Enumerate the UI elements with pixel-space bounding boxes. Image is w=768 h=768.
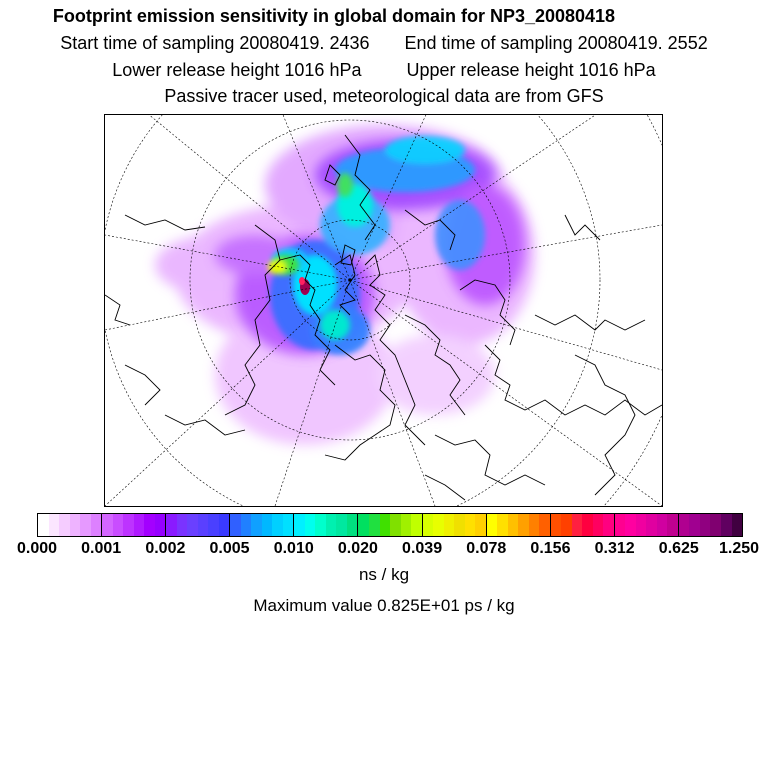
upper-height: Upper release height 1016 hPa — [406, 60, 656, 80]
colorbar-cell — [615, 514, 626, 536]
colorbar-cell — [113, 514, 124, 536]
colorbar-cell — [358, 514, 369, 536]
colorbar-cell — [59, 514, 70, 536]
colorbar-cell — [539, 514, 551, 536]
colorbar-cell — [582, 514, 593, 536]
colorbar-cell — [593, 514, 604, 536]
colorbar-cell — [91, 514, 103, 536]
colorbar-cell — [444, 514, 455, 536]
polar-map — [105, 115, 662, 506]
emission-sensitivity-field — [155, 125, 535, 445]
colorbar-tick-label: 0.000 — [16, 540, 58, 557]
colorbar-cell — [283, 514, 295, 536]
colorbar-cell — [700, 514, 711, 536]
colorbar-cell — [636, 514, 647, 536]
colorbar-cell — [657, 514, 668, 536]
colorbar-cell — [667, 514, 679, 536]
colorbar-tick-label: 0.002 — [145, 540, 186, 557]
map-title: Footprint emission sensitivity in global domain for NP3_20080418 — [52, 6, 616, 26]
colorbar-cell — [508, 514, 519, 536]
sampling-times — [0, 33, 768, 54]
colorbar-cell — [251, 514, 262, 536]
colorbar-tick-label: 0.010 — [273, 540, 314, 557]
colorbar-cell — [230, 514, 241, 536]
end-time: End time of sampling 20080419. 2552 — [404, 33, 708, 53]
colorbar-cell — [315, 514, 326, 536]
colorbar-cell — [155, 514, 167, 536]
colorbar-cell — [401, 514, 412, 536]
colorbar-cell — [326, 514, 337, 536]
colorbar-cell — [518, 514, 529, 536]
colorbar-tick-label: 0.039 — [402, 540, 443, 557]
colorbar-cell — [262, 514, 273, 536]
release-heights — [0, 60, 768, 81]
colorbar-cell — [689, 514, 700, 536]
colorbar-cell — [475, 514, 487, 536]
colorbar-cell — [144, 514, 155, 536]
colorbar-cell — [272, 514, 283, 536]
colorbar-cell — [433, 514, 444, 536]
colorbar-tick-label: 0.005 — [209, 540, 250, 557]
colorbar-cell — [305, 514, 316, 536]
start-time: Start time of sampling 20080419. 2436 — [60, 33, 370, 53]
colorbar-cell — [710, 514, 721, 536]
colorbar-cell — [625, 514, 636, 536]
colorbar-cell — [487, 514, 498, 536]
colorbar-cell — [38, 514, 49, 536]
colorbar-cell — [294, 514, 305, 536]
colorbar-cell — [187, 514, 198, 536]
colorbar-cell — [603, 514, 615, 536]
lower-height: Lower release height 1016 hPa — [112, 60, 362, 80]
colorbar-cell — [679, 514, 690, 536]
colorbar-cell — [551, 514, 562, 536]
colorbar-cell — [347, 514, 359, 536]
colorbar-cell — [646, 514, 657, 536]
colorbar-cell — [219, 514, 231, 536]
colorbar-cell — [454, 514, 465, 536]
colorbar-cell — [80, 514, 91, 536]
colorbar-tick-label: 1.250 — [718, 540, 760, 557]
colorbar-tick-label: 0.312 — [594, 540, 635, 557]
colorbar-cell — [390, 514, 401, 536]
maximum-value: Maximum value 0.825E+01 ps / kg — [253, 596, 515, 615]
colorbar-tick-label: 0.625 — [658, 540, 699, 557]
tracer-note: Passive tracer used, meteorological data are from GFS — [164, 86, 604, 106]
colorbar-cell — [198, 514, 209, 536]
colorbar-cell — [123, 514, 134, 536]
colorbar-cell — [241, 514, 252, 536]
colorbar-cell — [561, 514, 572, 536]
colorbar-tick-label: 0.078 — [466, 540, 507, 557]
colorbar-cell — [732, 514, 743, 536]
colorbar-cell — [70, 514, 81, 536]
colorbar-cell — [529, 514, 540, 536]
colorbar-tick-label: 0.001 — [81, 540, 122, 557]
colorbar-cell — [134, 514, 145, 536]
colorbar-cell — [423, 514, 434, 536]
colorbar-cell — [166, 514, 177, 536]
colorbar-cell — [49, 514, 60, 536]
colorbar-cell — [102, 514, 113, 536]
map-panel — [104, 114, 663, 507]
colorbar-cell — [336, 514, 347, 536]
colorbar-cell — [177, 514, 188, 536]
colorbar-cell — [208, 514, 219, 536]
colorbar — [37, 513, 743, 537]
colorbar-cell — [369, 514, 380, 536]
colorbar-cell — [380, 514, 391, 536]
colorbar-cell — [572, 514, 583, 536]
colorbar-cell — [497, 514, 508, 536]
colorbar-cell — [721, 514, 732, 536]
unit-label: ns / kg — [358, 565, 410, 584]
colorbar-tick-label: 0.156 — [530, 540, 571, 557]
colorbar-cell — [465, 514, 476, 536]
colorbar-cell — [411, 514, 423, 536]
colorbar-tick-label: 0.020 — [337, 540, 378, 557]
